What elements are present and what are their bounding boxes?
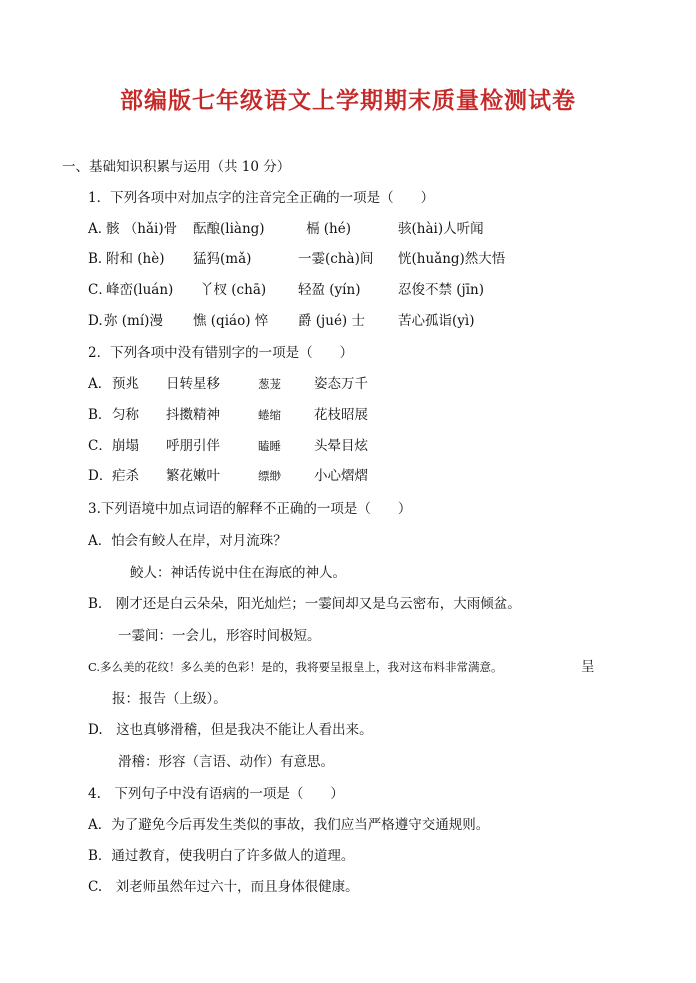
q2-option-a-label: A． [88,376,112,392]
q4-option-b: B．通过教育，使我明白了许多做人的道理。 [88,848,355,864]
q2-option-a-item: 姿态万千 [314,376,368,392]
q1-option-a-item: 酝酿(liàng) [193,221,265,237]
q1-option-b-item: 附和 (hè) [106,251,165,267]
q2-option-c-item: 头晕目炫 [314,438,368,454]
q2-option-b-item: 蜷缩 [258,408,281,422]
q1-option-a-item: 骸 （hǎi)骨 [106,221,178,237]
q3-option-c-continuation: 呈 [581,659,595,675]
q3-option-d: D. 这也真够滑稽，但是我决不能让人看出来。 [88,722,373,738]
q3-option-a: A．怕会有鲛人在岸，对月流珠？ [88,533,287,549]
q3-option-c-explanation: 报：报告（上级）。 [112,691,227,707]
q2-option-c-label: C． [88,438,112,454]
question-4-stem: 4. 下列句子中没有语病的一项是（ ） [88,786,344,802]
q2-option-b-item: 匀称 [112,407,139,423]
q1-option-c-item: 轻盈 (yín) [298,282,361,298]
q4-option-a: A．为了避免今后再发生类似的事故，我们应当严格遵守交通规则。 [88,817,490,833]
q1-option-d-item: 爵 (jué) 士 [298,313,365,329]
q3-option-a-explanation: 鲛人：神话传说中住在海底的神人。 [130,565,346,581]
q2-option-c-item: 崩塌 [112,438,139,454]
q1-option-b-item: 恍(huǎng)然大悟 [398,251,506,267]
q2-option-d-item: 繁花嫩叶 [166,468,220,484]
question-1-stem: 1．下列各项中对加点字的注音完全正确的一项是（ ） [88,190,435,206]
q3-option-c: C.多么美的花纹！多么美的色彩！是的，我将要呈报皇上，我对这布料非常满意。 [88,660,503,674]
q3-option-b: B. 刚才还是白云朵朵，阳光灿烂；一霎间却又是乌云密布，大雨倾盆。 [88,596,521,612]
q1-option-c-item: 忍俊不禁 (jīn) [398,282,485,298]
q1-option-a-item: 骇(hài)人听闻 [398,221,484,237]
q1-option-c-item: 峰峦(luán) [106,282,174,298]
q2-option-b-item: 抖擞精神 [166,407,220,423]
q2-option-d-label: D． [88,468,113,484]
page-title: 部编版七年级语文上学期期末质量检测试卷 [120,88,576,114]
q1-option-a-item: 槅 (hé) [306,221,352,237]
q1-option-d-item: 弥 (mí)漫 [104,313,163,329]
q1-option-d-label: D. [88,313,103,329]
q1-option-d-item: 憔 (qiáo) 悴 [193,313,269,329]
q1-option-b-label: B． [88,251,112,267]
q3-option-d-explanation: 滑稽：形容（言语、动作）有意思。 [118,754,334,770]
q4-option-c: C. 刘老师虽然年过六十，而且身体很健康。 [88,879,359,895]
q1-option-c-label: C． [88,282,112,298]
q3-option-b-explanation: 一霎间：一会儿，形容时间极短。 [118,628,321,644]
q1-option-c-item: 丫杈 (chā) [200,282,267,298]
q2-option-c-item: 瞌睡 [258,439,281,453]
q2-option-a-item: 日转星移 [166,376,220,392]
q2-option-d-item: 疟杀 [112,468,139,484]
q1-option-a-label: A． [88,221,112,237]
q2-option-b-item: 花枝昭展 [314,407,368,423]
q1-option-d-item: 苦心孤诣(yì) [398,313,475,329]
question-2-stem: 2．下列各项中没有错别字的一项是（ ） [88,345,354,361]
q1-option-b-item: 一霎(chà)间 [298,251,374,267]
section-heading: 一、基础知识积累与运用（共 10 分） [62,159,291,175]
question-3-stem: 3.下列语境中加点词语的解释不正确的一项是（ ） [88,501,412,517]
q2-option-b-label: B． [88,407,112,423]
q2-option-a-item: 预兆 [112,376,139,392]
q2-option-d-item: 小心熠熠 [314,468,368,484]
q2-option-d-item: 缥缈 [258,469,281,483]
q2-option-a-item: 葱茏 [258,377,281,391]
q1-option-b-item: 猛犸(mǎ) [193,251,252,267]
q2-option-c-item: 呼朋引伴 [166,438,220,454]
